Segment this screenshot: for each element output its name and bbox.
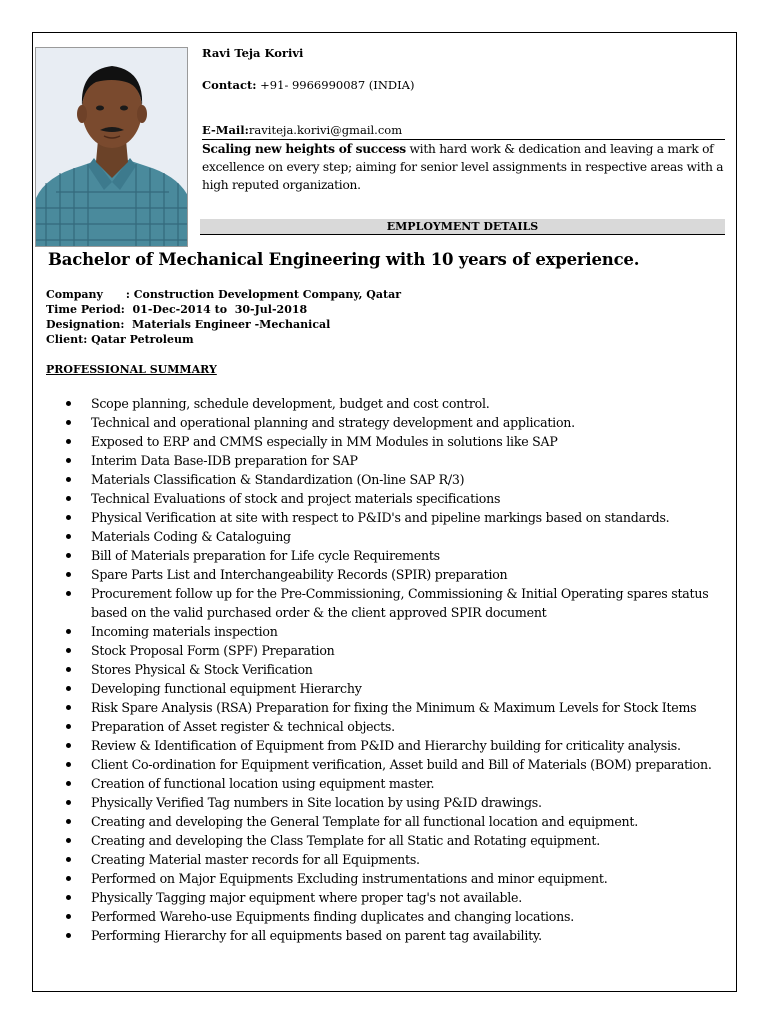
bullet-icon bbox=[66, 800, 71, 805]
career-objective bbox=[202, 140, 725, 194]
list-item: Creating and developing the General Template for all functional location and equipment. bbox=[62, 812, 727, 831]
company-line: Company : Construction Development Company, Qatar bbox=[46, 288, 402, 301]
objective-text: with hard work & dedication and leaving a mark of excellence on every step; aiming for senior level assignments in respective areas with a high reputed organization. bbox=[202, 142, 724, 192]
email-line bbox=[202, 123, 402, 137]
bullet-icon bbox=[66, 477, 71, 482]
email-address[interactable]: raviteja.korivi@gmail.com bbox=[248, 123, 403, 137]
bullet-icon bbox=[66, 876, 71, 881]
list-item: Creating Material master records for all Equipments. bbox=[62, 850, 727, 869]
profile-photo bbox=[35, 47, 188, 247]
professional-summary-heading: PROFESSIONAL SUMMARY bbox=[46, 363, 217, 376]
bullet-icon bbox=[66, 838, 71, 843]
list-item: Performed Wareho-use Equipments finding duplicates and changing locations. bbox=[62, 907, 727, 926]
objective-lead: Scaling new heights of success bbox=[202, 142, 406, 156]
bullet-icon bbox=[66, 724, 71, 729]
list-item: Scope planning, schedule development, budget and cost control. bbox=[62, 394, 727, 413]
list-item: Creation of functional location using equipment master. bbox=[62, 774, 727, 793]
bullet-icon bbox=[66, 686, 71, 691]
bullet-icon bbox=[66, 420, 71, 425]
bullet-icon bbox=[66, 762, 71, 767]
bullet-icon bbox=[66, 743, 71, 748]
list-item: Technical and operational planning and strategy development and application. bbox=[62, 413, 727, 432]
bullet-icon bbox=[66, 705, 71, 710]
time-period-line: Time Period: 01-Dec-2014 to 30-Jul-2018 bbox=[46, 303, 308, 316]
bullet-icon bbox=[66, 895, 71, 900]
list-item: Procurement follow up for the Pre-Commissioning, Commissioning & Initial Operating spares status based on the valid purchased order & the client approved SPIR document bbox=[62, 584, 727, 622]
bullet-icon bbox=[66, 458, 71, 463]
list-item: Materials Coding & Cataloguing bbox=[62, 527, 727, 546]
bullet-icon bbox=[66, 439, 71, 444]
qualification-headline: Bachelor of Mechanical Engineering with 10 years of experience. bbox=[48, 250, 640, 269]
list-item: Technical Evaluations of stock and project materials specifications bbox=[62, 489, 727, 508]
list-item: Performing Hierarchy for all equipments based on parent tag availability. bbox=[62, 926, 727, 945]
bullet-icon bbox=[66, 819, 71, 824]
bullet-icon bbox=[66, 857, 71, 862]
list-item: Exposed to ERP and CMMS especially in MM Modules in solutions like SAP bbox=[62, 432, 727, 451]
list-item: Stores Physical & Stock Verification bbox=[62, 660, 727, 679]
professional-summary-list bbox=[62, 394, 727, 945]
bullet-icon bbox=[66, 591, 71, 596]
bullet-icon bbox=[66, 553, 71, 558]
candidate-name: Ravi Teja Korivi bbox=[202, 46, 304, 60]
employment-section-header: EMPLOYMENT DETAILS bbox=[200, 219, 725, 235]
contact-phone: +91- 9966990087 (INDIA) bbox=[260, 78, 415, 92]
list-item: Performed on Major Equipments Excluding instrumentations and minor equipment. bbox=[62, 869, 727, 888]
list-item: Risk Spare Analysis (RSA) Preparation for fixing the Minimum & Maximum Levels for Stock Items bbox=[62, 698, 727, 717]
bullet-icon bbox=[66, 515, 71, 520]
bullet-icon bbox=[66, 648, 71, 653]
bullet-icon bbox=[66, 496, 71, 501]
list-item: Physical Verification at site with respect to P&ID's and pipeline markings based on standards. bbox=[62, 508, 727, 527]
bullet-icon bbox=[66, 572, 71, 577]
list-item: Spare Parts List and Interchangeability Records (SPIR) preparation bbox=[62, 565, 727, 584]
email-label: E-Mail: bbox=[202, 123, 249, 137]
bullet-icon bbox=[66, 667, 71, 672]
list-item: Physically Tagging major equipment where proper tag's not available. bbox=[62, 888, 727, 907]
bullet-icon bbox=[66, 401, 71, 406]
list-item: Review & Identification of Equipment from P&ID and Hierarchy building for criticality analysis. bbox=[62, 736, 727, 755]
list-item: Interim Data Base-IDB preparation for SAP bbox=[62, 451, 727, 470]
bullet-icon bbox=[66, 534, 71, 539]
list-item: Client Co-ordination for Equipment verification, Asset build and Bill of Materials (BOM) preparation. bbox=[62, 755, 727, 774]
list-item: Creating and developing the Class Template for all Static and Rotating equipment. bbox=[62, 831, 727, 850]
list-item: Stock Proposal Form (SPF) Preparation bbox=[62, 641, 727, 660]
designation-line: Designation: Materials Engineer -Mechanical bbox=[46, 318, 331, 331]
contact-label: Contact: bbox=[202, 78, 257, 92]
bullet-icon bbox=[66, 933, 71, 938]
bullet-icon bbox=[66, 781, 71, 786]
contact-line bbox=[202, 78, 414, 92]
bullet-icon bbox=[66, 914, 71, 919]
list-item: Bill of Materials preparation for Life cycle Requirements bbox=[62, 546, 727, 565]
list-item: Developing functional equipment Hierarchy bbox=[62, 679, 727, 698]
list-item: Preparation of Asset register & technical objects. bbox=[62, 717, 727, 736]
list-item: Incoming materials inspection bbox=[62, 622, 727, 641]
client-line: Client: Qatar Petroleum bbox=[46, 333, 194, 346]
list-item: Physically Verified Tag numbers in Site location by using P&ID drawings. bbox=[62, 793, 727, 812]
list-item: Materials Classification & Standardization (On-line SAP R/3) bbox=[62, 470, 727, 489]
employment-details bbox=[46, 287, 401, 347]
bullet-icon bbox=[66, 629, 71, 634]
